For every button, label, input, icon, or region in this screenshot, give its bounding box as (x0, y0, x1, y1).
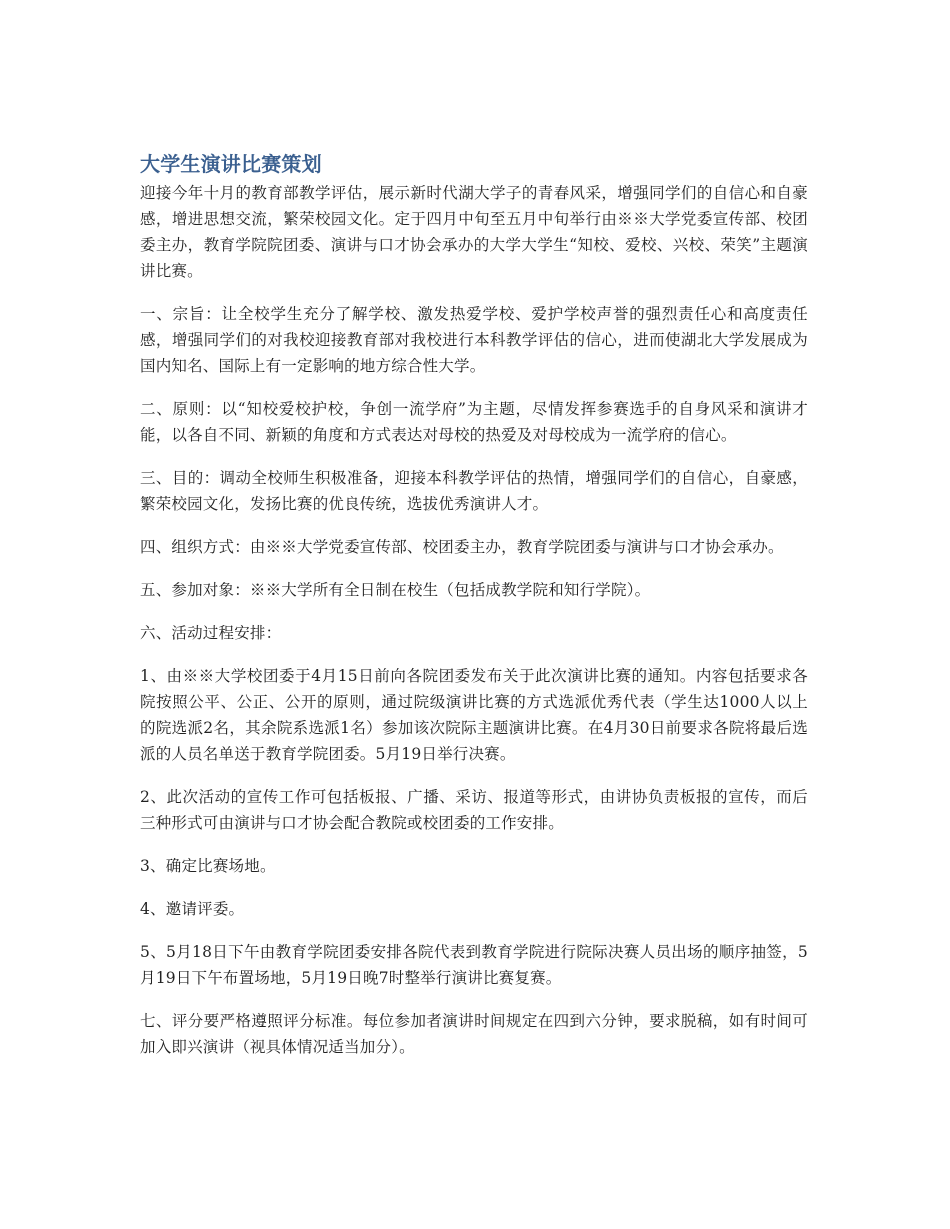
document-title: 大学生演讲比赛策划 (140, 152, 322, 176)
schedule-item-1: 1、由※※大学校团委于4月15日前向各院团委发布关于此次演讲比赛的通知。内容包括要求各院按照公平、公正、公开的原则，通过院级演讲比赛的方式选派优秀代表（学生达1000人以上的院选派2名，其余院系选派1名）参加该次院际主题演讲比赛。在4月30日前要求各院将最后选派的人员名单送于教育学院团委。5月19日举行决赛。 (140, 667, 808, 763)
section-schedule-heading: 六、活动过程安排： (140, 624, 282, 642)
document-page (140, 150, 808, 1077)
schedule-item-4: 4、邀请评委。 (140, 900, 245, 918)
section-purpose: 一、宗旨：让全校学生充分了解学校、激发热爱学校、爱护学校声誉的强烈责任心和高度责任感，增强同学们的对我校迎接教育部对我校进行本科教学评估的信心，进而使湖北大学发展成为国内知名、国际上有一定影响的地方综合性大学。 (140, 305, 808, 375)
section-principle: 二、原则：以“知校爱校护校，争创一流学府”为主题，尽情发挥参赛选手的自身风采和演讲才能，以各自不同、新颖的角度和方式表达对母校的热爱及对母校成为一流学府的信心。 (140, 400, 808, 444)
section-scoring: 七、评分要严格遵照评分标准。每位参加者演讲时间规定在四到六分钟，要求脱稿，如有时间可加入即兴演讲（视具体情况适当加分）。 (140, 1012, 808, 1056)
section-goal: 三、目的：调动全校师生积极准备，迎接本科教学评估的热情，增强同学们的自信心，自豪感，繁荣校园文化，发扬比赛的优良传统，选拔优秀演讲人才。 (140, 469, 808, 513)
section-participants: 五、参加对象：※※大学所有全日制在校生（包括成教学院和知行学院）。 (140, 581, 651, 599)
schedule-item-2: 2、此次活动的宣传工作可包括板报、广播、采访、报道等形式，由讲协负责板报的宣传，而后三种形式可由演讲与口才协会配合教院或校团委的工作安排。 (140, 788, 808, 832)
schedule-item-5: 5、5月18日下午由教育学院团委安排各院代表到教育学院进行院际决赛人员出场的顺序抽签，5月19日下午布置场地，5月19日晚7时整举行演讲比赛复赛。 (140, 943, 808, 987)
intro-paragraph: 迎接今年十月的教育部教学评估，展示新时代湖大学子的青春风采，增强同学们的自信心和自豪感，增进思想交流，繁荣校园文化。定于四月中旬至五月中旬举行由※※大学党委宣传部、校团委主办，教育学院院团委、演讲与口才协会承办的大学大学生“知校、爱校、兴校、荣笑”主题演讲比赛。 (140, 184, 808, 280)
schedule-item-3: 3、确定比赛场地。 (140, 857, 276, 875)
section-organization: 四、组织方式：由※※大学党委宣传部、校团委主办，教育学院团委与演讲与口才协会承办。 (140, 538, 784, 556)
